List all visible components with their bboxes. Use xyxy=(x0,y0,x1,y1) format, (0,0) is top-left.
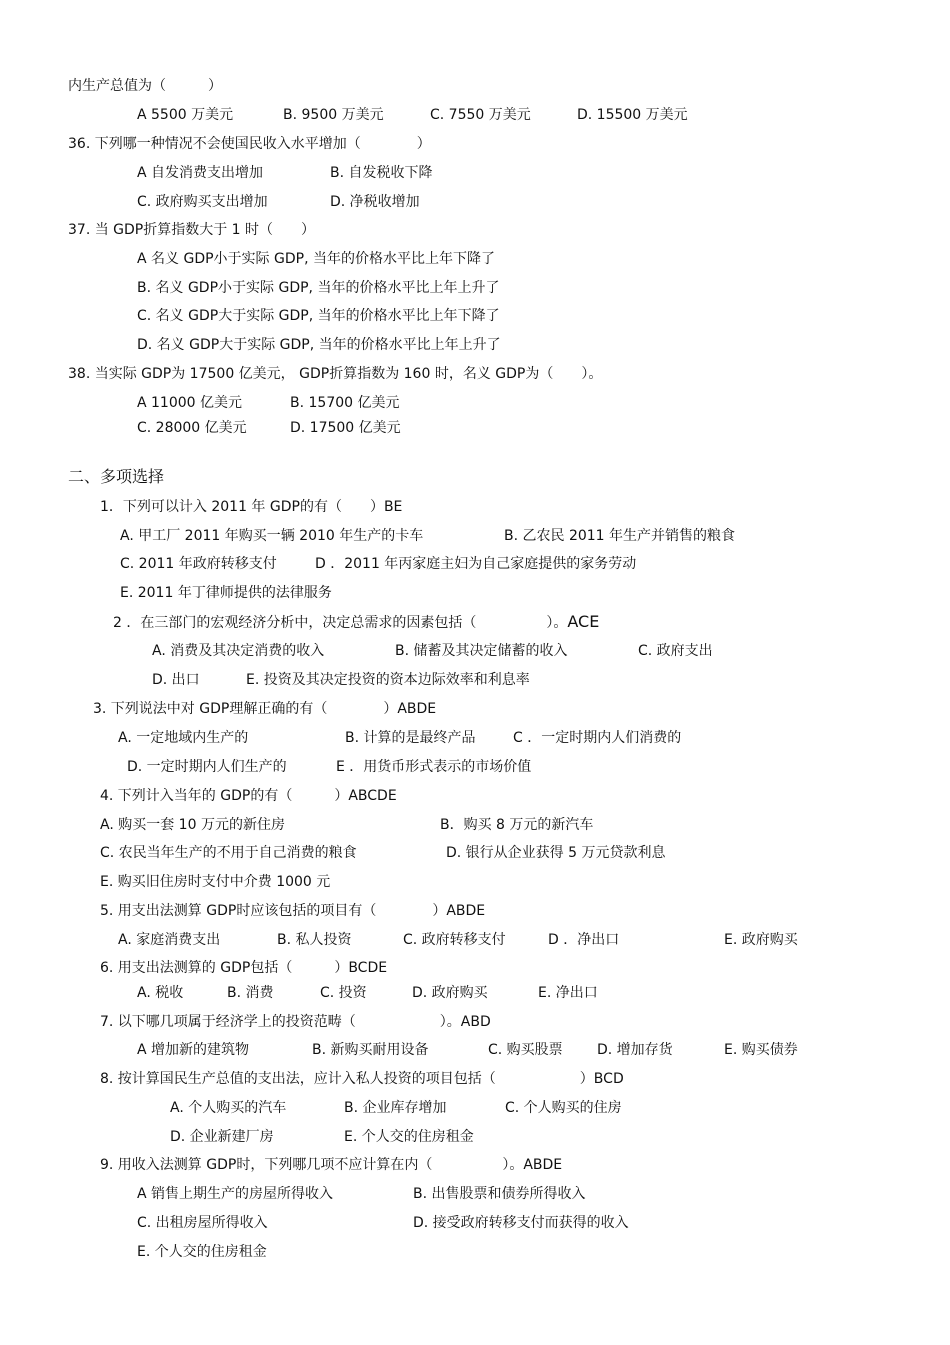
option-a: A. 甲工厂 2011 年购买一辆 2010 年生产的卡车 xyxy=(120,528,424,544)
option-c: C. 名义 GDP大于实际 GDP, 当年的价格水平比上年下降了 xyxy=(137,308,500,324)
question-36-stem-text: 36. 下列哪一种情况不会使国民收入水平增加（ ） xyxy=(68,136,431,152)
option-c: C. 农民当年生产的不用于自己消费的粮食 xyxy=(100,845,357,861)
question-38-options-row2 xyxy=(0,418,950,438)
multi-question-8-stem-text: 8. 按计算国民生产总值的支出法，应计入私人投资的项目包括（ ）BCD xyxy=(100,1071,624,1087)
multi-question-7-stem-text: 7. 以下哪几项属于经济学上的投资范畴（ ）。ABD xyxy=(100,1014,491,1030)
multi-question-8-options-row1 xyxy=(0,1098,950,1118)
option-b: B. 新购买耐用设备 xyxy=(312,1042,429,1058)
multi-question-4-stem-text: 4. 下列计入当年的 GDP的有（ ）ABCDE xyxy=(100,788,397,804)
option-a: A 销售上期生产的房屋所得收入 xyxy=(137,1186,334,1202)
question-37-option-b xyxy=(137,278,499,298)
option-a: A 自发消费支出增加 xyxy=(137,165,264,181)
multi-question-5-stem-text: 5. 用支出法测算 GDP时应该包括的项目有（ ）ABDE xyxy=(100,903,486,919)
option-d: D. 一定时期内人们生产的 xyxy=(127,759,287,775)
option-b: B. 计算的是最终产品 xyxy=(345,730,476,746)
option-d: D. 出口 xyxy=(152,672,200,688)
multi-question-3-options-row1 xyxy=(0,728,950,748)
multi-question-1-options-row3 xyxy=(120,583,332,603)
multi-question-7-stem xyxy=(100,1012,491,1032)
multi-question-7-options xyxy=(0,1040,950,1060)
option-a: A. 购买一套 10 万元的新住房 xyxy=(100,817,285,833)
option-d: D. 增加存货 xyxy=(597,1042,673,1058)
option-d: D. 银行从企业获得 5 万元贷款利息 xyxy=(446,845,666,861)
option-c: C. 个人购买的住房 xyxy=(505,1100,622,1116)
option-b: B. 自发税收下降 xyxy=(330,165,433,181)
option-e: E. 投资及其决定投资的资本边际效率和利息率 xyxy=(246,672,530,688)
multi-question-9-options-row3 xyxy=(137,1242,267,1262)
option-a: A 增加新的建筑物 xyxy=(137,1042,250,1058)
option-e: E. 净出口 xyxy=(538,985,598,1001)
option-d: D ．净出口 xyxy=(548,932,620,948)
multi-question-1-stem xyxy=(100,497,402,517)
multi-question-6-stem-text: 6. 用支出法测算的 GDP包括（ ）BCDE xyxy=(100,960,388,976)
multi-question-8-stem xyxy=(100,1069,624,1089)
option-b: B．购买 8 万元的新汽车 xyxy=(440,817,594,833)
option-c: C. 政府支出 xyxy=(638,643,713,659)
option-e: E. 2011 年丁律师提供的法律服务 xyxy=(120,585,332,601)
multi-question-1-options-row2 xyxy=(0,554,950,574)
multi-question-2-stem xyxy=(113,612,599,632)
option-d: D. 政府购买 xyxy=(412,985,488,1001)
multi-question-9-options-row2 xyxy=(0,1213,950,1233)
question-37-option-a xyxy=(137,249,495,269)
multi-question-6-stem xyxy=(100,958,387,978)
option-a: A. 家庭消费支出 xyxy=(118,932,221,948)
multi-question-2-options-row2 xyxy=(0,670,950,690)
multi-question-4-options-row3 xyxy=(100,872,330,892)
section-title xyxy=(68,467,164,487)
option-b: B. 消费 xyxy=(227,985,274,1001)
question-37-stem-text: 37. 当 GDP折算指数大于 1 时（ ） xyxy=(68,222,316,238)
option-c: C. 投资 xyxy=(320,985,367,1001)
option-a: A 名义 GDP小于实际 GDP, 当年的价格水平比上年下降了 xyxy=(137,251,495,267)
option-d: D. 15500 万美元 xyxy=(577,107,688,123)
option-d: D. 名义 GDP大于实际 GDP, 当年的价格水平比上年上升了 xyxy=(137,337,501,353)
option-e: E. 个人交的住房租金 xyxy=(344,1129,474,1145)
option-b: B. 储蓄及其决定储蓄的收入 xyxy=(395,643,568,659)
question-38-options-row1 xyxy=(0,393,950,413)
multi-question-4-options-row2 xyxy=(0,843,950,863)
question-36-stem xyxy=(68,134,431,154)
multi-question-2-options-row1 xyxy=(0,641,950,661)
option-d: D ．2011 年丙家庭主妇为自己家庭提供的家务劳动 xyxy=(315,556,637,572)
multi-question-9-stem-text: 9. 用收入法测算 GDP时，下列哪几项不应计算在内（ ）。ABDE xyxy=(100,1157,563,1173)
multi-question-5-options xyxy=(0,930,950,950)
multi-question-2-answer: ACE xyxy=(567,612,600,631)
option-c: C. 政府转移支付 xyxy=(403,932,506,948)
option-e: E. 个人交的住房租金 xyxy=(137,1244,267,1260)
question-38-stem-text: 38. 当实际 GDP为 17500 亿美元， GDP折算指数为 160 时，名义 GDP为（ ）。 xyxy=(68,366,603,382)
option-a: A. 一定地域内生产的 xyxy=(118,730,249,746)
multi-question-4-options-row1 xyxy=(0,815,950,835)
option-c: C ．一定时期内人们消费的 xyxy=(513,730,682,746)
option-b: B. 名义 GDP小于实际 GDP, 当年的价格水平比上年上升了 xyxy=(137,280,500,296)
option-b: B. 出售股票和债券所得收入 xyxy=(413,1186,586,1202)
multi-question-1-stem-text: 1．下列可以计入 2011 年 GDP的有（ ）BE xyxy=(100,499,403,515)
option-b: B. 私人投资 xyxy=(277,932,352,948)
multi-question-3-options-row2 xyxy=(0,757,950,777)
multi-question-2-stem-text: 2 ．在三部门的宏观经济分析中，决定总需求的因素包括（ ）。 xyxy=(113,615,568,631)
option-b: B. 乙农民 2011 年生产并销售的粮食 xyxy=(504,528,736,544)
section-title-text: 二、多项选择 xyxy=(68,467,165,486)
multi-question-8-options-row2 xyxy=(0,1127,950,1147)
option-d: D. 企业新建厂房 xyxy=(170,1129,274,1145)
option-c: C. 出租房屋所得收入 xyxy=(137,1215,268,1231)
multi-question-3-stem xyxy=(93,699,436,719)
multi-question-5-stem xyxy=(100,901,485,921)
option-c: C. 购买股票 xyxy=(488,1042,563,1058)
question-37-option-d xyxy=(137,335,501,355)
option-d: D. 17500 亿美元 xyxy=(290,420,401,436)
multi-question-9-stem xyxy=(100,1155,562,1175)
option-a: A 5500 万美元 xyxy=(137,107,234,123)
option-b: B. 企业库存增加 xyxy=(344,1100,447,1116)
option-c: C. 政府购买支出增加 xyxy=(137,194,268,210)
option-a: A. 个人购买的汽车 xyxy=(170,1100,287,1116)
question-35-stem xyxy=(68,76,222,96)
multi-question-1-options-row1 xyxy=(0,526,950,546)
option-e: E ．用货币形式表示的市场价值 xyxy=(336,759,532,775)
option-c: C. 7550 万美元 xyxy=(430,107,531,123)
question-38-stem xyxy=(68,364,602,384)
multi-question-9-options-row1 xyxy=(0,1184,950,1204)
question-35-stem-text: 内生产总值为（ ） xyxy=(68,78,222,94)
multi-question-3-stem-text: 3. 下列说法中对 GDP理解正确的有（ ）ABDE xyxy=(93,701,437,717)
multi-question-4-stem xyxy=(100,786,397,806)
option-a: A. 消费及其决定消费的收入 xyxy=(152,643,325,659)
option-e: E. 政府购买 xyxy=(724,932,798,948)
option-a: A 11000 亿美元 xyxy=(137,395,243,411)
option-c: C. 2011 年政府转移支付 xyxy=(120,556,277,572)
option-b: B. 9500 万美元 xyxy=(283,107,384,123)
option-e: E. 购买债券 xyxy=(724,1042,798,1058)
multi-question-6-options xyxy=(0,983,950,1003)
option-b: B. 15700 亿美元 xyxy=(290,395,400,411)
question-37-option-c xyxy=(137,306,500,326)
question-37-stem xyxy=(68,220,315,240)
option-c: C. 28000 亿美元 xyxy=(137,420,247,436)
question-36-options-row1 xyxy=(0,163,950,183)
question-35-options xyxy=(0,105,950,125)
option-d: D. 接受政府转移支付而获得的收入 xyxy=(413,1215,629,1231)
question-36-options-row2 xyxy=(0,192,950,212)
option-e: E. 购买旧住房时支付中介费 1000 元 xyxy=(100,874,331,890)
option-d: D. 净税收增加 xyxy=(330,194,420,210)
option-a: A. 税收 xyxy=(137,985,184,1001)
